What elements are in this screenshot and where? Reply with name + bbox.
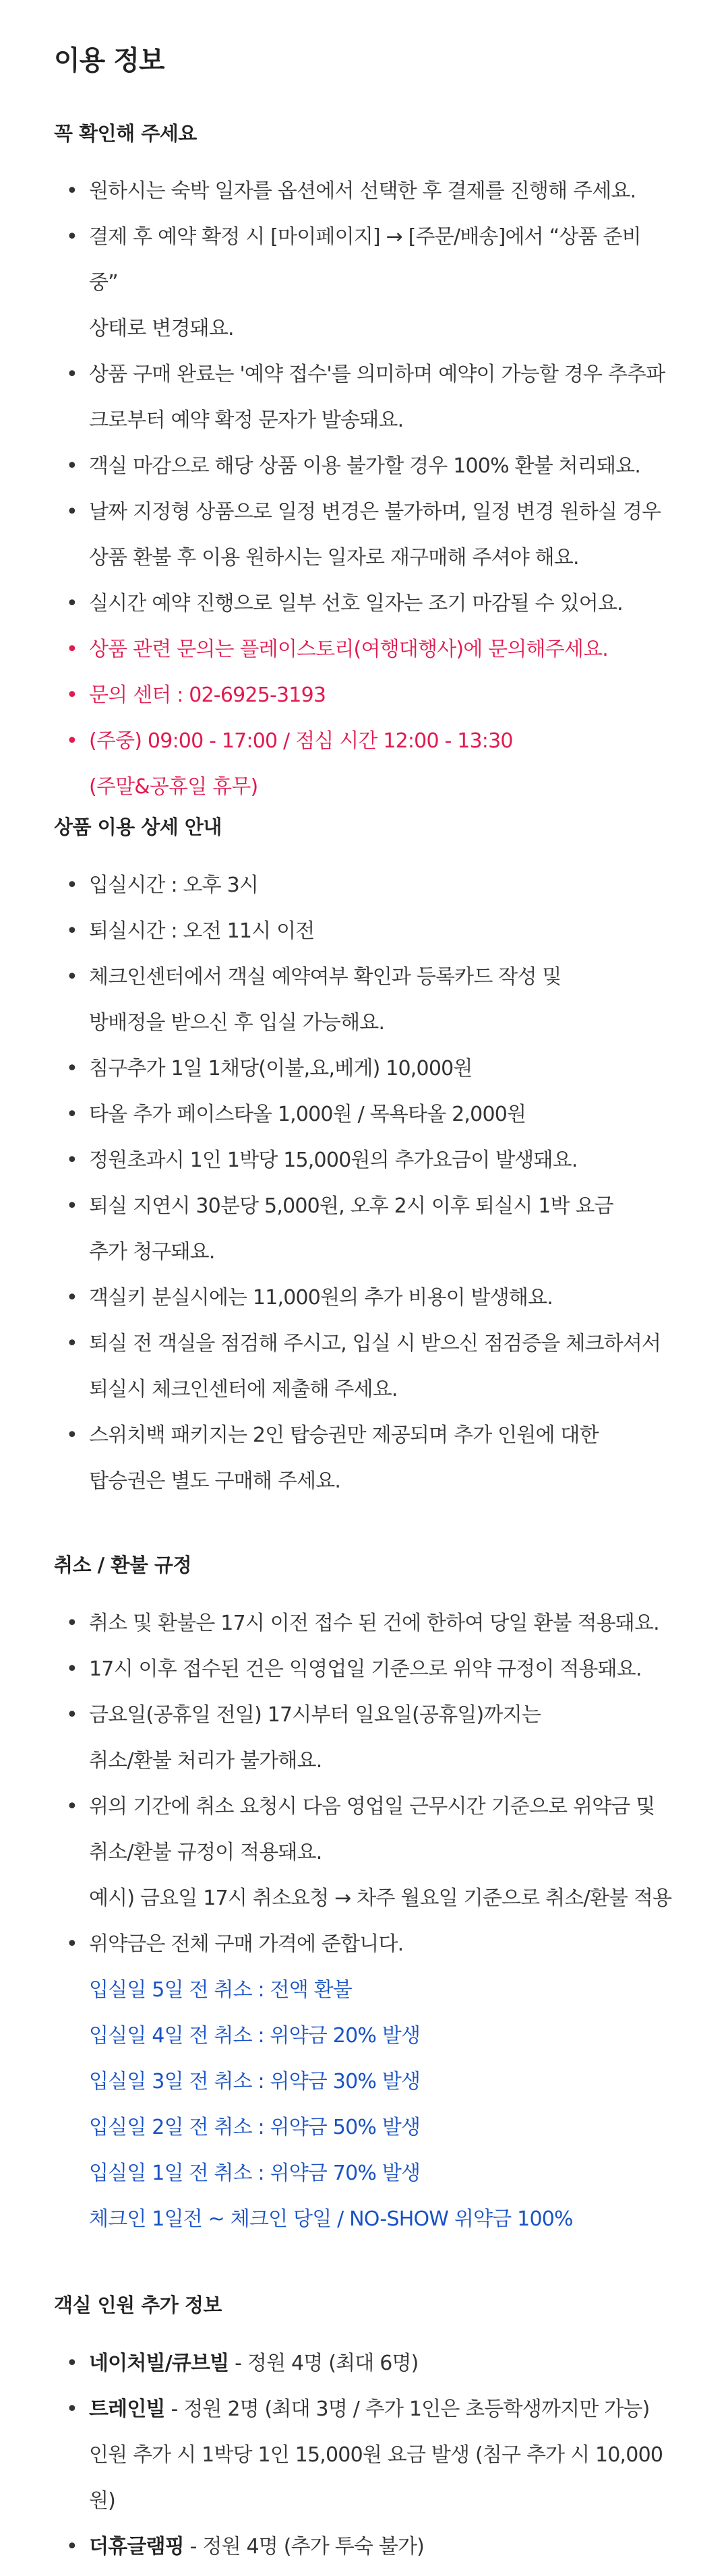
bullet-marker: • [66,1194,78,1218]
list-item-text: 체크인센터에서 객실 예약여부 확인과 등록카드 작성 및 [89,965,562,989]
list-item-text: 스위치백 패키지는 2인 탑승권만 제공되며 추가 인원에 대한 [89,1423,599,1447]
guest-item-note: 인원 추가 시 1박당 1인 15,000원 요금 발생 (침구 추가 시 10,000원) [89,2443,663,2513]
guest-item [54,2524,674,2570]
list-item-text: 17시 이후 접수된 건은 익영업일 기준으로 위약 규정이 적용돼요. [89,1657,642,1681]
list-item-text: 객실 마감으로 해당 상품 이용 불가할 경우 100% 환불 처리돼요. [89,454,641,478]
list-item-text: 결제 후 예약 확정 시 [마이페이지] → [주문/배송]에서 “상품 준비 중” [89,225,641,295]
list-item [54,1601,674,1647]
list-item-text: 객실키 분실시에는 11,000원의 추가 비용이 발생해요. [89,1286,553,1310]
bullet-marker: • [66,638,78,661]
list-item-text: 타올 추가 페이스타올 1,000원 / 목욕타올 2,000원 [89,1103,526,1126]
list-item-continuation: 예시) 금요일 17시 취소요청 → 차주 월요일 기준으로 취소/환불 적용 [89,1887,672,1910]
bullet-marker: • [66,1657,78,1681]
list-item [54,168,674,214]
bullet-marker: • [66,1286,78,1310]
guest-room-name: 더휴글램핑 [89,2535,184,2558]
list-item-continuation: 상품 환불 후 이용 원하시는 일자로 재구매해 주셔야 해요. [89,546,579,570]
list-item [54,214,674,352]
list-item-text: 상품 구매 완료는 '예약 접수'를 의미하며 예약이 가능할 경우 추추파 [89,363,665,386]
bullet-marker: • [66,179,78,203]
section-title-guests: 객실 인원 추가 정보 [54,2294,222,2317]
list-item [54,863,674,909]
list-item [54,1784,674,1922]
guest-item-line [89,2341,674,2387]
list-item-continuation: 퇴실시 체크인센터에 제출해 주세요. [89,1378,398,1401]
section-title-must-check: 꼭 확인해 주세요 [54,122,197,145]
bullet-marker: • [66,1332,78,1355]
guest-room-name: 트레인빌 [89,2397,165,2421]
section-title-refund: 취소 / 환불 규정 [54,1554,191,1576]
bullet-marker: • [66,1423,78,1447]
bullet-marker: • [66,2535,78,2558]
list-item-text: (주중) 09:00 - 17:00 / 점심 시간 12:00 - 13:30 [89,729,513,753]
bullet-marker: • [66,500,78,524]
section-title-detail: 상품 이용 상세 안내 [54,816,222,838]
penalty-line: 입실일 5일 전 취소 : 전액 환불 [89,1978,352,2002]
list-item-continuation: 취소/환불 규정이 적용돼요. [89,1841,322,1864]
list-item [54,1321,674,1413]
guest-info-list [54,2341,674,2570]
list-item-text: 퇴실 지연시 30분당 5,000원, 오후 2시 이후 퇴실시 1박 요금 [89,1194,613,1218]
list-item-text: 실시간 예약 진행으로 일부 선호 일자는 조기 마감될 수 있어요. [89,592,623,615]
bullet-marker: • [66,1612,78,1635]
bullet-marker: • [66,2352,78,2375]
list-item [54,581,674,627]
list-item-text: 입실시간 : 오후 3시 [89,873,259,897]
list-item [54,673,674,718]
bullet-marker: • [66,363,78,386]
guest-room-name: 네이처빌/큐브빌 [89,2352,229,2375]
list-item-text: 문의 센터 : 02-6925-3193 [89,683,326,707]
list-item [54,1647,674,1692]
list-item-text: 위약금은 전체 구매 가격에 준합니다. [89,1932,404,1956]
bullet-marker: • [66,1057,78,1080]
list-item-text: 금요일(공휴일 전일) 17시부터 일요일(공휴일)까지는 [89,1703,541,1727]
bullet-marker: • [66,919,78,943]
guest-item [54,2387,674,2524]
bullet-marker: • [66,225,78,249]
list-item [54,489,674,581]
list-item-text: 퇴실 전 객실을 점검해 주시고, 입실 시 받으신 점검증을 체크하셔서 [89,1332,661,1355]
guest-room-capacity: - 정원 4명 (최대 6명) [229,2352,419,2375]
bullet-marker: • [66,1795,78,1818]
refund-list [54,1601,674,2242]
list-item [54,1092,674,1138]
list-item-continuation: 방배정을 받으신 후 입실 가능해요. [89,1011,385,1035]
bullet-marker: • [66,1103,78,1126]
list-item-text: 퇴실시간 : 오전 11시 이전 [89,919,315,943]
list-item [54,1184,674,1275]
penalty-line: 입실일 4일 전 취소 : 위약금 20% 발생 [89,2024,421,2048]
list-item-text: 위의 기간에 취소 요청시 다음 영업일 근무시간 기준으로 위약금 및 [89,1795,655,1818]
page-title: 이용 정보 [54,45,164,76]
penalty-line: 입실일 2일 전 취소 : 위약금 50% 발생 [89,2116,421,2139]
guest-room-capacity: - 정원 2명 (최대 3명 / 추가 1인은 초등학생까지만 가능) [164,2397,650,2421]
list-item [54,443,674,489]
list-item-penalty [54,1922,674,2242]
bullet-marker: • [66,873,78,897]
list-item-continuation: (주말&공휴일 휴무) [89,775,258,799]
list-item-continuation: 크로부터 예약 확정 문자가 발송돼요. [89,408,404,432]
list-item [54,627,674,673]
penalty-line: 체크인 1일전 ~ 체크인 당일 / NO-SHOW 위약금 100% [89,2207,573,2231]
list-item-continuation: 추가 청구돼요. [89,1240,215,1264]
list-item [54,1692,674,1784]
list-item [54,909,674,954]
list-item-text: 취소 및 환불은 17시 이전 접수 된 건에 한하여 당일 환불 적용돼요. [89,1612,659,1635]
penalty-line: 입실일 1일 전 취소 : 위약금 70% 발생 [89,2161,421,2185]
guest-item [54,2341,674,2387]
list-item-continuation: 취소/환불 처리가 불가해요. [89,1749,322,1773]
list-item-continuation: 탑승권은 별도 구매해 주세요. [89,1469,341,1493]
list-item [54,718,674,810]
list-item-text: 침구추가 1일 1채당(이불,요,베게) 10,000원 [89,1057,473,1080]
bullet-marker: • [66,965,78,989]
list-item-text: 날짜 지정형 상품으로 일정 변경은 불가하며, 일정 변경 원하실 경우 [89,500,661,524]
guest-room-capacity: - 정원 4명 (추가 투숙 불가) [183,2535,425,2558]
bullet-marker: • [66,1148,78,1172]
bullet-marker: • [66,454,78,478]
list-item-text: 정원초과시 1인 1박당 15,000원의 추가요금이 발생돼요. [89,1148,578,1172]
list-item [54,1138,674,1184]
list-item-continuation: 상태로 변경돼요. [89,317,234,340]
guest-item-line [89,2387,674,2432]
bullet-marker: • [66,1703,78,1727]
guest-item-line [89,2524,674,2570]
list-item [54,352,674,443]
list-item [54,1046,674,1092]
bullet-marker: • [66,683,78,707]
must-check-list [54,168,674,810]
penalty-line: 입실일 3일 전 취소 : 위약금 30% 발생 [89,2070,421,2093]
bullet-marker: • [66,729,78,753]
list-item [54,954,674,1046]
detail-list [54,863,674,1504]
bullet-marker: • [66,592,78,615]
list-item [54,1413,674,1504]
list-item-text: 상품 관련 문의는 플레이스토리(여행대행사)에 문의해주세요. [89,638,608,661]
list-item-text: 원하시는 숙박 일자를 옵션에서 선택한 후 결제를 진행해 주세요. [89,179,636,203]
bullet-marker: • [66,1932,78,1956]
list-item [54,1275,674,1321]
bullet-marker: • [66,2397,78,2421]
